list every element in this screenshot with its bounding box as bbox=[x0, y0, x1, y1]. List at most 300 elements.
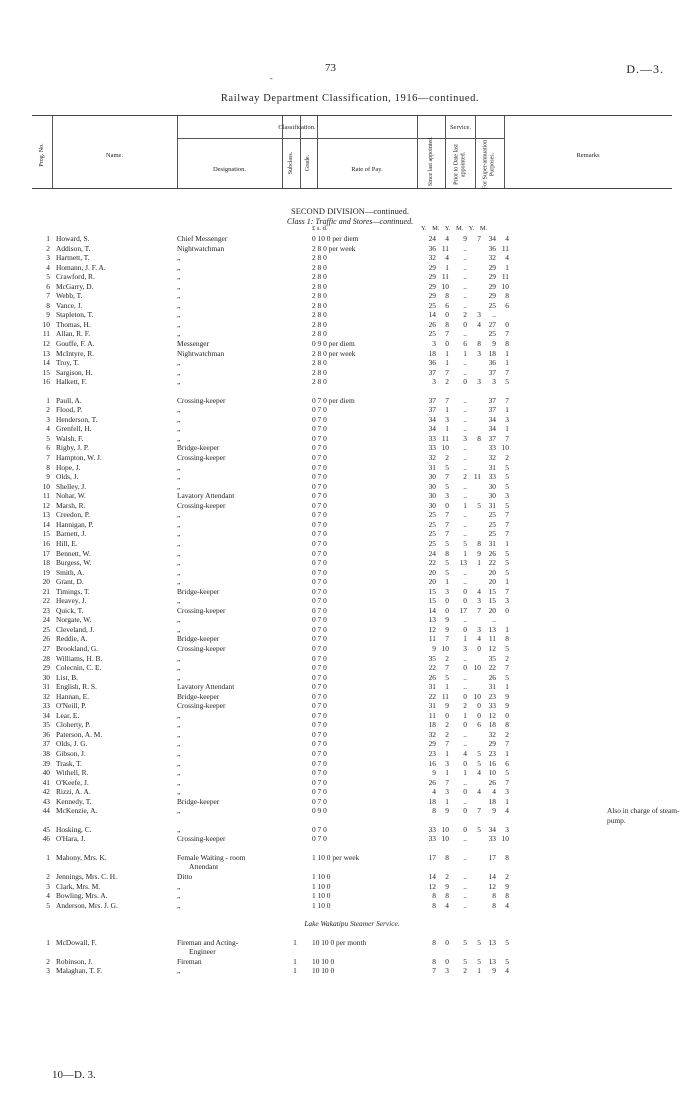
cell-y1: 26 bbox=[428, 672, 436, 682]
cell-m1: 11 bbox=[441, 433, 449, 443]
cell-name: Bowling, Mrs. A. bbox=[56, 891, 108, 901]
cell-y3: 33 bbox=[488, 834, 496, 844]
cell-y2: .. bbox=[463, 653, 467, 663]
cell-m3: 8 bbox=[505, 634, 509, 644]
cell-name: Flood, P. bbox=[56, 405, 83, 415]
cell-m3: 5 bbox=[505, 472, 509, 482]
cell-y1: 35 bbox=[428, 653, 436, 663]
cell-m3: 3 bbox=[505, 414, 509, 424]
table-row bbox=[32, 405, 672, 415]
cell-y2: .. bbox=[463, 443, 467, 453]
cell-m1: 5 bbox=[445, 538, 449, 548]
cell-m1: 10 bbox=[441, 824, 449, 834]
cell-des: Bridge-keeper bbox=[177, 634, 220, 644]
cell-rate: 0 10 0 per diem bbox=[312, 234, 359, 243]
cell-name: Troy, T. bbox=[56, 358, 80, 368]
cell-des: „ bbox=[177, 966, 181, 976]
table-row bbox=[32, 539, 672, 549]
cell-m3: 0 bbox=[505, 319, 509, 329]
table-row bbox=[32, 482, 672, 492]
cell-y3: 25 bbox=[488, 300, 496, 310]
cell-name: McIntyre, R. bbox=[56, 348, 94, 358]
cell-name: Hartnett, T. bbox=[56, 253, 90, 263]
cell-m3: 7 bbox=[505, 739, 509, 749]
cell-y1: 24 bbox=[428, 234, 436, 243]
cell-name: O'Hara, J. bbox=[56, 834, 86, 844]
cell-y2: .. bbox=[463, 872, 467, 881]
cell-m3: 6 bbox=[505, 300, 509, 310]
cell-m1: 5 bbox=[445, 567, 449, 577]
cell-m2: 3 bbox=[477, 596, 481, 606]
cell-y2: 1 bbox=[463, 348, 467, 358]
cell-m3: 7 bbox=[505, 519, 509, 529]
cell-rate: 2 8 0 bbox=[312, 291, 327, 301]
table-row bbox=[32, 510, 672, 520]
cell-name: Walsh, F. bbox=[56, 433, 84, 443]
cell-des2: Attendant bbox=[189, 862, 219, 872]
cell-m3: 7 bbox=[505, 367, 509, 377]
cell-m2: 8 bbox=[477, 538, 481, 548]
cell-des: Lavatory Attendant bbox=[177, 491, 235, 501]
cell-m3: 8 bbox=[505, 891, 509, 901]
cell-y1: 8 bbox=[432, 956, 436, 966]
cell-des: „ bbox=[177, 758, 181, 768]
header-prog-no: Prog. No. bbox=[39, 143, 45, 167]
cell-m2: 4 bbox=[477, 634, 481, 644]
cell-rate: 0 7 0 bbox=[312, 634, 327, 644]
cell-m3: 10 bbox=[501, 443, 509, 453]
cell-y1: 31 bbox=[428, 682, 436, 692]
cell-rate: 0 7 0 bbox=[312, 491, 327, 501]
cell-y2: 0 bbox=[463, 377, 467, 387]
cell-y2: 0 bbox=[463, 663, 467, 673]
cell-y1: 25 bbox=[428, 529, 436, 539]
cell-m3: 1 bbox=[505, 405, 509, 415]
cell-des: „ bbox=[177, 768, 181, 778]
cell-rate: 0 7 0 bbox=[312, 596, 327, 606]
cell-des2: Engineer bbox=[189, 947, 216, 957]
cell-y2: 0 bbox=[463, 624, 467, 634]
cell-y2: 1 bbox=[463, 548, 467, 558]
cell-m1: 7 bbox=[445, 529, 449, 539]
cell-m3: 5 bbox=[505, 643, 509, 653]
cell-no: 6 bbox=[46, 443, 50, 453]
cell-no: 41 bbox=[42, 777, 50, 787]
cell-y1: 23 bbox=[428, 748, 436, 758]
cell-name: Olds, J. bbox=[56, 472, 79, 482]
header-classification: Classification. bbox=[278, 124, 316, 131]
cell-m1: 9 bbox=[445, 701, 449, 711]
cell-y3: 32 bbox=[488, 253, 496, 263]
cell-m3: 8 bbox=[505, 852, 509, 862]
cell-name: Trask, T. bbox=[56, 758, 82, 768]
cell-m1: 0 bbox=[445, 937, 449, 947]
cell-m3: 11 bbox=[501, 243, 509, 253]
table-row bbox=[32, 587, 672, 597]
header-rate-of-pay: Rate of Pay. bbox=[351, 166, 383, 173]
cell-name: Smith, A. bbox=[56, 567, 85, 577]
table-row bbox=[32, 558, 672, 568]
cell-y3: 14 bbox=[488, 872, 496, 881]
cell-y3: 34 bbox=[488, 824, 496, 834]
cell-m3: 4 bbox=[505, 234, 509, 243]
table-row bbox=[32, 966, 672, 976]
cell-y2: .. bbox=[463, 891, 467, 901]
cell-y3: 27 bbox=[488, 319, 496, 329]
cell-y2: .. bbox=[463, 529, 467, 539]
cell-y2: 0 bbox=[463, 824, 467, 834]
cell-no: 4 bbox=[46, 424, 50, 434]
cell-y2: .. bbox=[463, 243, 467, 253]
cell-name: Clark, Mrs. M. bbox=[56, 881, 101, 891]
cell-m1: 2 bbox=[445, 377, 449, 387]
cell-y3: 31 bbox=[488, 500, 496, 510]
cell-des: „ bbox=[177, 596, 181, 606]
page-number: 73 bbox=[325, 62, 336, 74]
cell-y1: 18 bbox=[428, 720, 436, 730]
cell-y3: .. bbox=[492, 615, 496, 625]
cell-y3: 35 bbox=[488, 653, 496, 663]
cell-y2: 2 bbox=[463, 310, 467, 320]
cell-y1: 14 bbox=[428, 310, 436, 320]
division-heading: SECOND DIVISION—continued. bbox=[290, 206, 410, 216]
cell-y1: 16 bbox=[428, 758, 436, 768]
cell-m2: 7 bbox=[477, 806, 481, 816]
cell-m1: 5 bbox=[445, 481, 449, 491]
table-row bbox=[32, 358, 672, 368]
cell-y2: .. bbox=[463, 358, 467, 368]
cell-no: 9 bbox=[46, 472, 50, 482]
cell-y3: 22 bbox=[488, 663, 496, 673]
cell-m2: 5 bbox=[477, 937, 481, 947]
cell-m1: 7 bbox=[445, 634, 449, 644]
cell-m1: 0 bbox=[445, 500, 449, 510]
cell-des: „ bbox=[177, 319, 181, 329]
cell-y3: 34 bbox=[488, 424, 496, 434]
cell-y2: 13 bbox=[459, 558, 467, 568]
cell-des: Crossing-keeper bbox=[177, 395, 226, 405]
cell-y3: 31 bbox=[488, 538, 496, 548]
cell-m1: 1 bbox=[445, 358, 449, 368]
cell-no: 26 bbox=[42, 634, 50, 644]
cell-no: 12 bbox=[42, 339, 50, 349]
cell-y1: 9 bbox=[432, 768, 436, 778]
cell-name: Withell, R. bbox=[56, 768, 89, 778]
cell-des: Crossing-keeper bbox=[177, 453, 226, 463]
table-row bbox=[32, 759, 672, 769]
table-row bbox=[32, 291, 672, 301]
cell-m3: 0 bbox=[505, 605, 509, 615]
cell-name: Crawford, R. bbox=[56, 272, 95, 282]
cell-y2: 4 bbox=[463, 748, 467, 758]
cell-no: 30 bbox=[42, 672, 50, 682]
cell-rate: 2 8 0 bbox=[312, 377, 327, 387]
cell-des: „ bbox=[177, 472, 181, 482]
cell-y3: 13 bbox=[488, 624, 496, 634]
cell-y3: 33 bbox=[488, 443, 496, 453]
cell-y3: 9 bbox=[492, 966, 496, 976]
document-reference: D.—3. bbox=[626, 62, 664, 76]
cell-no: 10 bbox=[42, 481, 50, 491]
cell-des: „ bbox=[177, 433, 181, 443]
cell-y1: 30 bbox=[428, 481, 436, 491]
cell-des: „ bbox=[177, 414, 181, 424]
cell-no: 11 bbox=[42, 329, 50, 339]
cell-rate: 0 7 0 bbox=[312, 720, 327, 730]
cell-name: Hampton, W. J. bbox=[56, 453, 102, 463]
cell-rate: 0 7 0 bbox=[312, 739, 327, 749]
table-header bbox=[32, 115, 672, 189]
cell-y2: .. bbox=[463, 453, 467, 463]
cell-y3: 13 bbox=[488, 937, 496, 947]
cell-no: 22 bbox=[42, 596, 50, 606]
cell-name: Cloherty, P. bbox=[56, 720, 91, 730]
cell-m1: 9 bbox=[445, 624, 449, 634]
cell-m1: 7 bbox=[445, 777, 449, 787]
cell-rate: 0 7 0 bbox=[312, 548, 327, 558]
cell-rate: 0 7 0 bbox=[312, 653, 327, 663]
table-row bbox=[32, 377, 672, 387]
cell-m3: 5 bbox=[505, 956, 509, 966]
cell-m1: 2 bbox=[445, 729, 449, 739]
cell-no: 24 bbox=[42, 615, 50, 625]
cell-des: „ bbox=[177, 367, 181, 377]
cell-des: Fireman bbox=[177, 956, 202, 966]
cell-m3: 5 bbox=[505, 567, 509, 577]
table-row bbox=[32, 654, 672, 664]
cell-y3: 15 bbox=[488, 596, 496, 606]
cell-no: 1 bbox=[46, 937, 50, 947]
cell-rate: 2 8 0 bbox=[312, 319, 327, 329]
cell-no: 2 bbox=[46, 956, 50, 966]
cell-no: 15 bbox=[42, 529, 50, 539]
cell-des: „ bbox=[177, 510, 181, 520]
cell-y3: 8 bbox=[492, 891, 496, 901]
table-row bbox=[32, 634, 672, 644]
table-row bbox=[32, 778, 672, 788]
cell-m2: 8 bbox=[477, 433, 481, 443]
cell-no: 5 bbox=[46, 433, 50, 443]
cell-m3: 1 bbox=[505, 577, 509, 587]
cell-name: Gibson, J. bbox=[56, 748, 86, 758]
cell-y1: 29 bbox=[428, 272, 436, 282]
cell-rate: 0 7 0 bbox=[312, 538, 327, 548]
table-row bbox=[32, 749, 672, 759]
cell-m2: 10 bbox=[473, 663, 481, 673]
cell-no: 45 bbox=[42, 824, 50, 834]
cell-y3: 29 bbox=[488, 291, 496, 301]
cell-name: Burgess, W. bbox=[56, 558, 92, 568]
cell-no: 10 bbox=[42, 319, 50, 329]
cell-m3: 2 bbox=[505, 453, 509, 463]
cell-m1: 10 bbox=[441, 281, 449, 291]
cell-des: „ bbox=[177, 548, 181, 558]
cell-rate: 1 10 0 bbox=[312, 891, 331, 901]
table-row bbox=[32, 711, 672, 721]
cell-y2: .. bbox=[463, 567, 467, 577]
cell-y3: 26 bbox=[488, 548, 496, 558]
cell-des: „ bbox=[177, 739, 181, 749]
cell-name: Lear, E. bbox=[56, 710, 80, 720]
cell-y3: 13 bbox=[488, 956, 496, 966]
cell-y1: 31 bbox=[428, 701, 436, 711]
table-row bbox=[32, 368, 672, 378]
cell-m1: 1 bbox=[445, 748, 449, 758]
cell-rate: 0 7 0 bbox=[312, 453, 327, 463]
cell-m1: 7 bbox=[445, 367, 449, 377]
cell-m3: 7 bbox=[505, 395, 509, 405]
cell-y1: 25 bbox=[428, 519, 436, 529]
cell-des: „ bbox=[177, 720, 181, 730]
cell-des: Bridge-keeper bbox=[177, 586, 220, 596]
table-row bbox=[32, 310, 672, 320]
table-row bbox=[32, 692, 672, 702]
cell-m1: 9 bbox=[445, 615, 449, 625]
cell-m1: 5 bbox=[445, 558, 449, 568]
cell-no: 46 bbox=[42, 834, 50, 844]
cell-name: Marsh, R. bbox=[56, 500, 86, 510]
cell-des: „ bbox=[177, 615, 181, 625]
cell-y3: 32 bbox=[488, 453, 496, 463]
cell-m3: 7 bbox=[505, 663, 509, 673]
cell-y2: 1 bbox=[463, 500, 467, 510]
cell-y2: .. bbox=[463, 395, 467, 405]
cell-name: Heavey, J. bbox=[56, 596, 87, 606]
cell-y2: .. bbox=[463, 300, 467, 310]
cell-y2: 1 bbox=[463, 710, 467, 720]
cell-rate: 0 7 0 bbox=[312, 624, 327, 634]
cell-y1: 33 bbox=[428, 834, 436, 844]
cell-y2: .. bbox=[463, 519, 467, 529]
header-remarks: Remarks bbox=[576, 152, 600, 159]
cell-y3: 20 bbox=[488, 567, 496, 577]
table-row bbox=[32, 529, 672, 539]
cell-y1: 9 bbox=[432, 643, 436, 653]
cell-m1: 8 bbox=[445, 548, 449, 558]
cell-m3: 3 bbox=[505, 491, 509, 501]
cell-y1: 25 bbox=[428, 510, 436, 520]
cell-name: Grant, D. bbox=[56, 577, 84, 587]
cell-y3: 37 bbox=[488, 395, 496, 405]
cell-no: 4 bbox=[46, 262, 50, 272]
cell-y1: 36 bbox=[428, 243, 436, 253]
cell-m1: 3 bbox=[445, 787, 449, 797]
cell-y2: .. bbox=[463, 481, 467, 491]
cell-name: Shelley, J. bbox=[56, 481, 87, 491]
cell-m2: 5 bbox=[477, 758, 481, 768]
cell-m2: 0 bbox=[477, 643, 481, 653]
cell-no: 11 bbox=[42, 491, 50, 501]
cell-m2: 10 bbox=[473, 691, 481, 701]
dash-mark: - bbox=[270, 74, 273, 83]
cell-y3: 26 bbox=[488, 777, 496, 787]
cell-name: McDowall, F. bbox=[56, 937, 97, 947]
cell-m1: 8 bbox=[445, 319, 449, 329]
cell-y1: 29 bbox=[428, 739, 436, 749]
cell-y3: 18 bbox=[488, 348, 496, 358]
steamer-service-heading: Lake Wakatipu Steamer Service. bbox=[304, 919, 400, 929]
cell-des: „ bbox=[177, 291, 181, 301]
cell-m3: 10 bbox=[501, 281, 509, 291]
cell-y3: 3 bbox=[492, 377, 496, 387]
cell-name: Hannan, E. bbox=[56, 691, 90, 701]
cell-des: Crossing-keeper bbox=[177, 701, 226, 711]
cell-sub: 1 bbox=[293, 966, 297, 976]
cell-y3: 37 bbox=[488, 367, 496, 377]
cell-y1: 22 bbox=[428, 558, 436, 568]
cell-rate: 0 7 0 bbox=[312, 701, 327, 711]
cell-des: „ bbox=[177, 538, 181, 548]
cell-rate: 0 7 0 bbox=[312, 443, 327, 453]
cell-des: „ bbox=[177, 729, 181, 739]
cell-m1: 10 bbox=[441, 643, 449, 653]
cell-y1: 20 bbox=[428, 567, 436, 577]
classification-table bbox=[32, 234, 680, 976]
cell-m2: 3 bbox=[477, 624, 481, 634]
cell-y3: 8 bbox=[492, 900, 496, 910]
cell-y3: 36 bbox=[488, 358, 496, 368]
cell-des: „ bbox=[177, 787, 181, 797]
cell-des: Lavatory Attendant bbox=[177, 682, 235, 692]
cell-y3: 23 bbox=[488, 691, 496, 701]
cell-m2: 7 bbox=[477, 605, 481, 615]
cell-y1: 17 bbox=[428, 852, 436, 862]
cell-des: „ bbox=[177, 529, 181, 539]
cell-y1: 3 bbox=[432, 377, 436, 387]
cell-y1: 34 bbox=[428, 414, 436, 424]
cell-y2: 0 bbox=[463, 787, 467, 797]
cell-no: 5 bbox=[46, 272, 50, 282]
cell-name: Norgate, W. bbox=[56, 615, 92, 625]
cell-name: Stapleton, T. bbox=[56, 310, 94, 320]
cell-rate: 0 7 0 bbox=[312, 834, 327, 844]
table-row bbox=[32, 768, 672, 778]
cell-y2: .. bbox=[463, 462, 467, 472]
cell-m3: 2 bbox=[505, 653, 509, 663]
cell-y3: 31 bbox=[488, 682, 496, 692]
cell-m2: 4 bbox=[477, 787, 481, 797]
cell-y2: .. bbox=[463, 881, 467, 891]
table-row bbox=[32, 663, 672, 673]
cell-rate: 10 10 0 bbox=[312, 956, 335, 966]
cell-m1: 0 bbox=[445, 596, 449, 606]
cell-y1: 15 bbox=[428, 596, 436, 606]
cell-m3: 9 bbox=[505, 881, 509, 891]
cell-y2: .. bbox=[463, 491, 467, 501]
cell-no: 2 bbox=[46, 405, 50, 415]
cell-rate: 0 7 0 bbox=[312, 529, 327, 539]
cell-des: „ bbox=[177, 519, 181, 529]
cell-rate: 2 8 0 bbox=[312, 253, 327, 263]
cell-y3: 25 bbox=[488, 519, 496, 529]
cell-no: 28 bbox=[42, 653, 50, 663]
cell-name: Creedon, P. bbox=[56, 510, 90, 520]
cell-rate: 1 10 0 bbox=[312, 881, 331, 891]
cell-m2: 3 bbox=[477, 310, 481, 320]
table-row bbox=[32, 453, 672, 463]
table-row bbox=[32, 787, 672, 797]
cell-y1: 37 bbox=[428, 395, 436, 405]
cell-m3: 5 bbox=[505, 462, 509, 472]
cell-des: „ bbox=[177, 262, 181, 272]
cell-y3: 23 bbox=[488, 748, 496, 758]
table-row bbox=[32, 615, 672, 625]
cell-m1: 11 bbox=[441, 243, 449, 253]
cell-des: „ bbox=[177, 653, 181, 663]
cell-y2: .. bbox=[463, 291, 467, 301]
cell-des: „ bbox=[177, 253, 181, 263]
cell-rate: 2 8 0 per week bbox=[312, 243, 356, 253]
